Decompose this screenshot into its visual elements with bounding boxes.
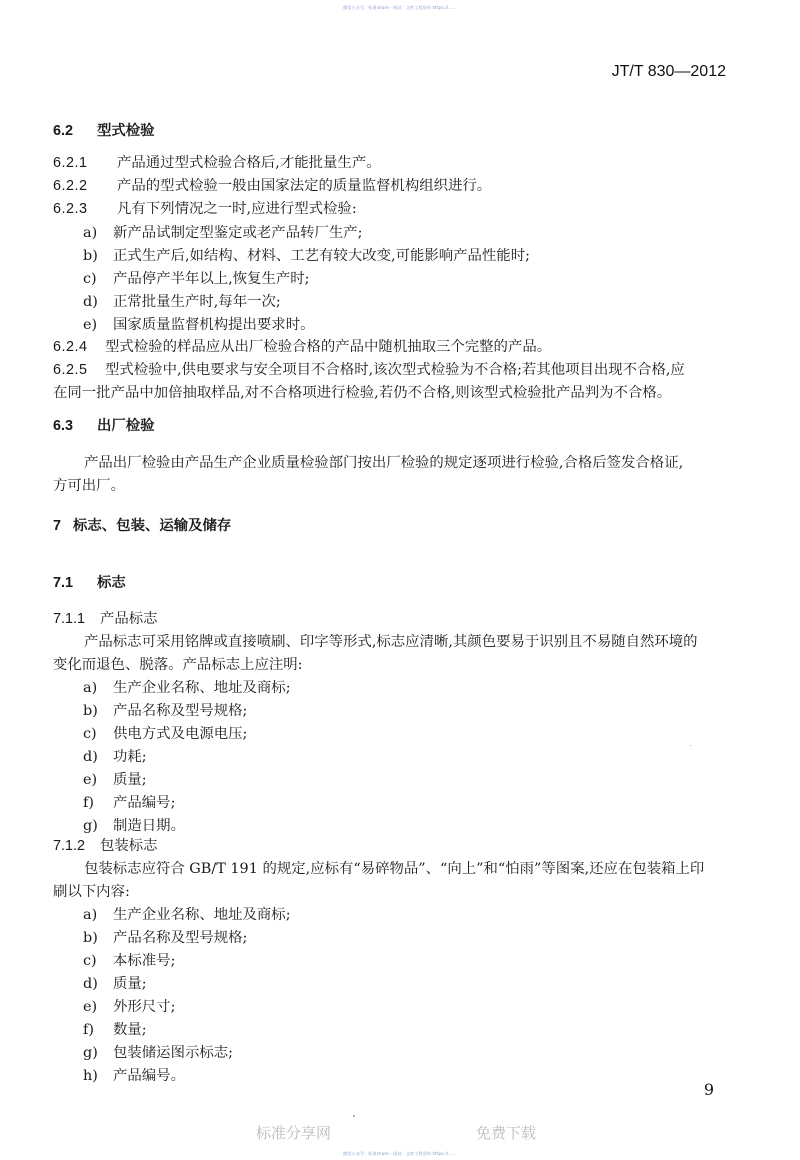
subsection-heading-7-1-1: [53, 609, 158, 629]
list-item: [83, 246, 530, 266]
list-label: c): [83, 726, 97, 742]
list-text: 制造日期。: [113, 818, 185, 834]
subsection-number: 7.1.1: [53, 611, 86, 627]
list-label: g): [83, 818, 98, 834]
section-title: 标志: [97, 575, 126, 591]
list-text: 生产企业名称、地址及商标;: [113, 680, 291, 696]
watermark-top: 微信公众号：标准share · 网站：文库工程资料 https://……: [343, 5, 457, 10]
section-heading-7-1: [53, 573, 126, 593]
list-item: [83, 315, 314, 335]
list-label: d): [83, 976, 98, 992]
list-label: e): [83, 999, 98, 1015]
list-item: [83, 678, 291, 698]
list-label: b): [83, 248, 98, 264]
list-label: b): [83, 930, 98, 946]
paragraph-7-1-1: 产品标志可采用铭牌或直接喷刷、印字等形式,标志应清晰,其颜色要易于识别且不易随自然环境的: [84, 634, 698, 650]
list-item: [83, 997, 175, 1017]
subsection-title: 包装标志: [100, 838, 158, 854]
paragraph-7-1-2-continued: 刷以下内容:: [53, 884, 130, 900]
paragraph-6-3-continued: 方可出厂。: [53, 478, 125, 494]
clause-text: 凡有下列情况之一时,应进行型式检验:: [117, 201, 357, 217]
section-number: 7.1: [53, 575, 74, 591]
list-item: [83, 1020, 147, 1040]
list-text: 正常批量生产时,每年一次;: [113, 294, 281, 310]
list-label: a): [83, 225, 98, 241]
list-text: 本标准号;: [113, 953, 176, 969]
list-text: 国家质量监督机构提出要求时。: [113, 317, 315, 333]
list-item: [83, 770, 147, 790]
list-text: 外形尺寸;: [113, 999, 176, 1015]
list-item: [83, 747, 147, 767]
scan-speck: [353, 1115, 355, 1117]
clause-6-2-5: [53, 360, 685, 380]
list-item: [83, 974, 147, 994]
footer-watermark-right: 免费下载: [476, 1124, 537, 1142]
list-text: 产品编号。: [113, 1068, 185, 1084]
clause-6-2-1: [53, 153, 381, 173]
chapter-heading-7: [53, 516, 231, 536]
list-item: [83, 816, 185, 836]
footer-watermark-left: 标准分享网: [256, 1124, 332, 1142]
list-item: [83, 292, 281, 312]
list-item: [83, 724, 247, 744]
paragraph-7-1-1-continued: 变化而退色、脱落。产品标志上应注明:: [53, 657, 303, 673]
chapter-title: 标志、包装、运输及储存: [73, 518, 232, 534]
clause-6-2-2: [53, 176, 491, 196]
list-text: 产品停产半年以上,恢复生产时;: [113, 271, 310, 287]
subsection-number: 7.1.2: [53, 838, 86, 854]
section-heading-6-3: [53, 416, 155, 436]
paragraph-6-3: 产品出厂检验由产品生产企业质量检验部门按出厂检验的规定逐项进行检验,合格后签发合格证,: [84, 455, 684, 471]
list-item: [83, 223, 363, 243]
list-text: 产品编号;: [113, 795, 176, 811]
list-label: e): [83, 317, 98, 333]
clause-text: 型式检验中,供电要求与安全项目不合格时,该次型式检验为不合格;若其他项目出现不合格,应: [105, 362, 685, 378]
page-number: 9: [703, 1080, 714, 1099]
list-label: b): [83, 703, 98, 719]
list-text: 正式生产后,如结构、材料、工艺有较大改变,可能影响产品性能时;: [113, 248, 530, 264]
list-item: [83, 1066, 185, 1086]
list-label: f): [83, 1022, 94, 1038]
list-label: h): [83, 1068, 98, 1084]
section-title: 出厂检验: [97, 418, 155, 434]
section-number: 6.2: [53, 123, 74, 139]
list-label: c): [83, 953, 97, 969]
clause-number: 6.2.3: [53, 201, 88, 217]
list-item: [83, 793, 175, 813]
clause-text: 产品的型式检验一般由国家法定的质量监督机构组织进行。: [117, 178, 492, 194]
section-number: 6.3: [53, 418, 74, 434]
paragraph-7-1-2: 包装标志应符合 GB/T 191 的规定,应标有“易碎物品”、“向上”和“怕雨”等图案,还应在包装箱上印: [84, 861, 705, 877]
list-text: 产品名称及型号规格;: [113, 703, 248, 719]
list-text: 功耗;: [113, 749, 147, 765]
subsection-heading-7-1-2: [53, 836, 158, 856]
list-label: f): [83, 795, 94, 811]
list-label: e): [83, 772, 98, 788]
list-text: 质量;: [113, 772, 147, 788]
clause-number: 6.2.4: [53, 339, 88, 355]
list-text: 数量;: [113, 1022, 147, 1038]
clause-text: 型式检验的样品应从出厂检验合格的产品中随机抽取三个完整的产品。: [105, 339, 552, 355]
clause-6-2-3: [53, 199, 357, 219]
list-item: [83, 701, 247, 721]
list-item: [83, 905, 291, 925]
clause-text: 产品通过型式检验合格后,才能批量生产。: [117, 155, 381, 171]
list-label: d): [83, 294, 98, 310]
chapter-number: 7: [53, 518, 62, 534]
clause-6-2-4: [53, 337, 551, 357]
list-item: [83, 269, 310, 289]
list-text: 质量;: [113, 976, 147, 992]
list-text: 包装储运图示标志;: [113, 1045, 233, 1061]
list-label: g): [83, 1045, 98, 1061]
subsection-title: 产品标志: [100, 611, 158, 627]
clause-number: 6.2.2: [53, 178, 88, 194]
section-title: 型式检验: [97, 123, 155, 139]
list-label: d): [83, 749, 98, 765]
clause-number: 6.2.1: [53, 155, 88, 171]
clause-number: 6.2.5: [53, 362, 88, 378]
section-heading-6-2: [53, 121, 155, 141]
watermark-bottom: 微信公众号：标准share · 网站：文库工程资料 https://……: [343, 1151, 457, 1156]
list-label: a): [83, 907, 98, 923]
scan-speck: [690, 745, 691, 746]
list-label: c): [83, 271, 97, 287]
list-item: [83, 928, 247, 948]
list-text: 生产企业名称、地址及商标;: [113, 907, 291, 923]
list-item: [83, 951, 175, 971]
list-label: a): [83, 680, 98, 696]
list-text: 产品名称及型号规格;: [113, 930, 248, 946]
clause-6-2-5-continued: 在同一批产品中加倍抽取样品,对不合格项进行检验,若仍不合格,则该型式检验批产品判为不合格。: [53, 385, 672, 401]
standard-code: JT/T 830—2012: [611, 63, 726, 80]
list-text: 供电方式及电源电压;: [113, 726, 248, 742]
list-item: [83, 1043, 233, 1063]
list-text: 新产品试制定型鉴定或老产品转厂生产;: [113, 225, 363, 241]
